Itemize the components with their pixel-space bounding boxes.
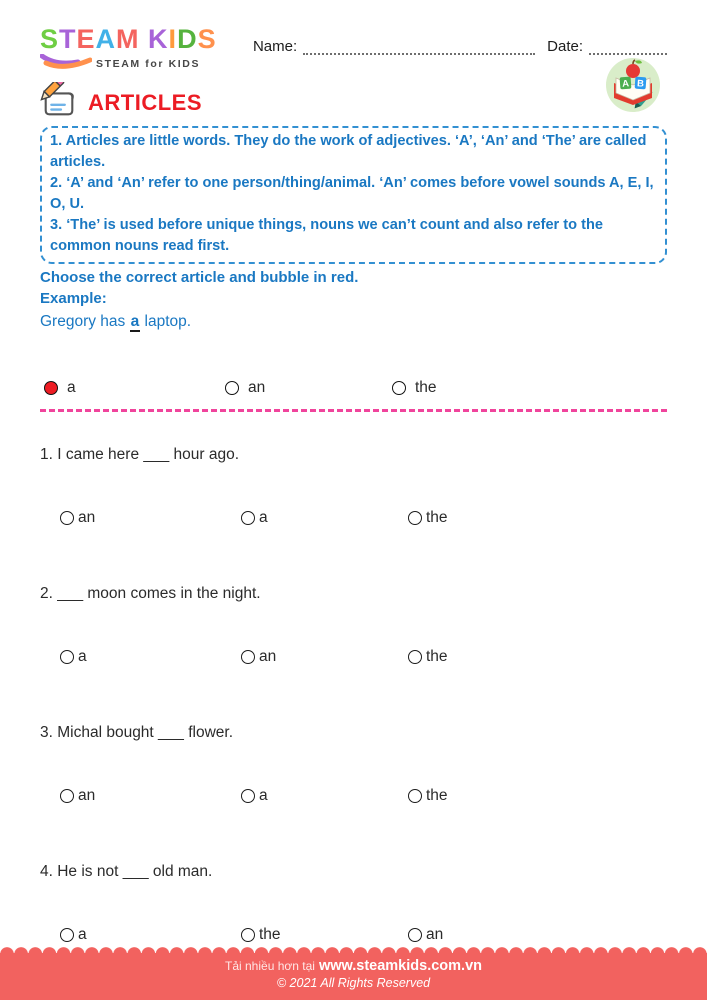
- option-label: a: [67, 379, 76, 396]
- logo-letter: [140, 24, 149, 54]
- example-sentence: [40, 313, 667, 331]
- question-text: 2. ___ moon comes in the night.: [40, 585, 261, 602]
- footer: [0, 953, 707, 1000]
- answer-option-a[interactable]: [241, 509, 408, 527]
- footer-line1: [0, 953, 707, 974]
- option-label: the: [426, 509, 448, 526]
- options-row: [60, 648, 667, 666]
- question-text: 3. Michal bought ___ flower.: [40, 724, 234, 741]
- instruction-text: Choose the correct article and bubble in red.: [40, 269, 359, 286]
- sentence-before: Gregory has: [40, 313, 130, 330]
- option-label: an: [78, 787, 96, 804]
- logo-letter: I: [168, 24, 178, 54]
- name-date-fields: [253, 38, 667, 55]
- steam-kids-logo: [40, 26, 217, 74]
- bubble-icon[interactable]: [60, 928, 74, 942]
- bubble-icon[interactable]: [60, 511, 74, 525]
- bubble-icon[interactable]: [241, 511, 255, 525]
- bubble-icon[interactable]: [241, 789, 255, 803]
- bubble-icon[interactable]: [408, 650, 422, 664]
- logo-tagline: STEAM for KIDS: [96, 58, 201, 70]
- pencil-paper-icon: [40, 82, 78, 125]
- title-row: [40, 84, 667, 122]
- bubble-icon[interactable]: [408, 928, 422, 942]
- logo-letter: A: [95, 24, 117, 54]
- answer-option-a[interactable]: [241, 787, 408, 805]
- option-label: the: [415, 379, 437, 396]
- footer-url: www.steamkids.com.vn: [318, 958, 482, 974]
- bubble-icon[interactable]: [408, 789, 422, 803]
- answer-option-the[interactable]: [392, 379, 667, 397]
- footer-copyright: © 2021 All Rights Reserved: [276, 976, 431, 990]
- top-bar: [40, 0, 667, 74]
- logo-letter: S: [40, 24, 60, 54]
- rule-line: 1. Articles are little words. They do the work of adjectives. ‘A’, ‘An’ and ‘The’ are called articles.: [50, 133, 647, 170]
- name-input-line[interactable]: [303, 41, 535, 55]
- footer-more-text: Tải nhiều hơn tại: [225, 959, 315, 973]
- date-label: Date:: [547, 38, 583, 55]
- option-label: an: [259, 648, 277, 665]
- logo-letter: K: [148, 24, 169, 54]
- question: [40, 446, 667, 527]
- logo-wordmark: [40, 26, 217, 53]
- page-title: ARTICLES: [88, 90, 202, 115]
- sentence-answer: a: [130, 313, 140, 330]
- svg-text:A: A: [621, 78, 630, 90]
- option-label: a: [78, 926, 87, 943]
- options-row: [60, 509, 667, 527]
- option-label: a: [259, 509, 268, 526]
- logo-letter: E: [76, 24, 96, 54]
- question: [40, 863, 667, 944]
- bubble-icon[interactable]: [60, 789, 74, 803]
- rule-line: 3. ‘The’ is used before unique things, nouns we can’t count and also refer to the common nouns read first.: [50, 217, 604, 254]
- option-label: an: [426, 926, 444, 943]
- questions: [40, 446, 667, 944]
- question: [40, 724, 667, 805]
- rules-box: [40, 126, 667, 264]
- option-label: an: [78, 509, 96, 526]
- question-text: 4. He is not ___ old man.: [40, 863, 213, 880]
- rule-line: 2. ‘A’ and ‘An’ refer to one person/thing/animal. ‘An’ comes before vowel sounds A, E, I, O, U.: [50, 175, 654, 212]
- bubble-icon[interactable]: [241, 928, 255, 942]
- svg-text:B: B: [636, 78, 645, 90]
- answer-option-an[interactable]: [225, 379, 392, 397]
- answer-option-the[interactable]: [408, 509, 667, 527]
- option-label: a: [78, 648, 87, 665]
- bubble-icon[interactable]: [241, 650, 255, 664]
- logo-letter: T: [59, 24, 77, 54]
- example-options-row: [44, 379, 667, 397]
- example-label: Example:: [40, 290, 107, 307]
- bubble-filled-icon[interactable]: [44, 381, 58, 395]
- scallop-edge: [0, 946, 707, 954]
- answer-option-the[interactable]: [241, 926, 408, 944]
- sentence-after: laptop.: [140, 313, 192, 330]
- answer-option-the[interactable]: [408, 648, 667, 666]
- date-input-line[interactable]: [589, 41, 667, 55]
- logo-letter: S: [197, 24, 217, 54]
- question: [40, 585, 667, 666]
- pink-dashed-divider: [40, 409, 667, 412]
- logo-swoosh-icon: [40, 54, 92, 74]
- logo-letter: D: [177, 24, 198, 54]
- option-label: an: [248, 379, 266, 396]
- bubble-icon[interactable]: [408, 511, 422, 525]
- answer-option-a[interactable]: [60, 648, 241, 666]
- logo-letter: M: [116, 24, 140, 54]
- answer-option-a[interactable]: [44, 379, 225, 397]
- logo-subline: [40, 54, 217, 74]
- answer-option-an[interactable]: [241, 648, 408, 666]
- answer-option-an[interactable]: [60, 509, 241, 527]
- answer-option-the[interactable]: [408, 787, 667, 805]
- option-label: a: [259, 787, 268, 804]
- bubble-icon[interactable]: [225, 381, 239, 395]
- option-label: the: [426, 787, 448, 804]
- options-row: [60, 926, 667, 944]
- answer-option-a[interactable]: [60, 926, 241, 944]
- option-label: the: [259, 926, 281, 943]
- answer-option-an[interactable]: [60, 787, 241, 805]
- bubble-icon[interactable]: [60, 650, 74, 664]
- option-label: the: [426, 648, 448, 665]
- options-row: [60, 787, 667, 805]
- name-label: Name:: [252, 38, 298, 55]
- bubble-icon[interactable]: [392, 381, 406, 395]
- book-apple-icon: [606, 58, 660, 112]
- answer-option-an[interactable]: [408, 926, 667, 944]
- question-text: 1. I came here ___ hour ago.: [40, 446, 240, 463]
